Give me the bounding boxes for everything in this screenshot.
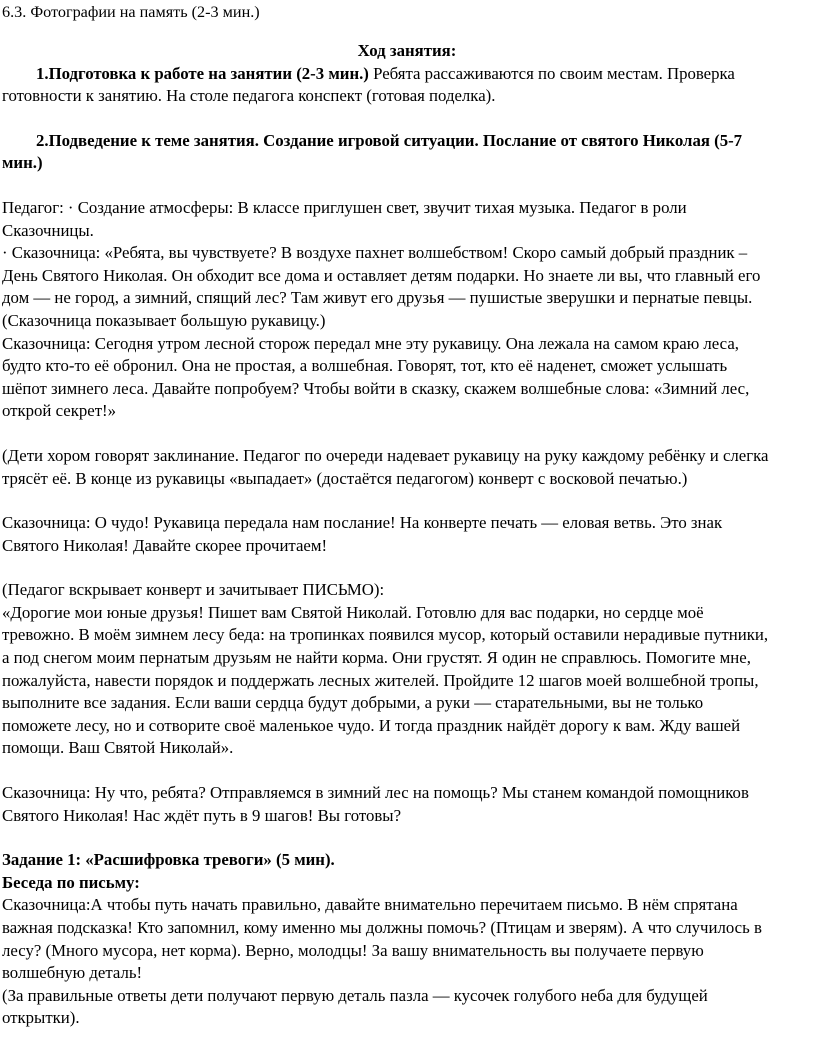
task1-line: открытки).: [2, 1008, 80, 1028]
paragraph-line: Святого Николая! Давайте скорее прочитаем!: [2, 535, 328, 555]
header-line: 6.3. Фотографии на память (2-3 мин.): [2, 3, 260, 21]
section-title: Ход занятия:: [357, 41, 457, 60]
spacer: [2, 175, 812, 197]
letter-line: тревожно. В моём зимнем лесу беда: на тропинках появился мусор, который оставили нерадивые путники,: [2, 625, 769, 645]
spacer: [2, 490, 812, 512]
paragraph-line: · Сказочница: «Ребята, вы чувствуете? В воздухе пахнет волшебством! Скоро самый добрый праздник –: [2, 243, 748, 263]
paragraph-line: шёпот зимнего леса. Давайте попробуем? Чтобы войти в сказку, скажем волшебные слова: «Зимний лес,: [2, 378, 750, 398]
step2-heading-line2: мин.): [2, 153, 43, 173]
paragraph-line: дом — не город, а зимний, спящий лес? Там живут его друзья — пушистые зверушки и пернатые певцы.: [2, 288, 753, 308]
document-body: [2, 40, 812, 1030]
paragraph-line: (Дети хором говорят заклинание. Педагог по очереди надевает рукавицу на руку каждому ребёнку и слегка: [2, 445, 769, 465]
letter-line: пожалуйста, навести порядок и поддержать лесных жителей. Пройдите 12 шагов моей волшебной тропы,: [2, 670, 759, 690]
paragraph-line: трясёт её. В конце из рукавицы «выпадает» (достаётся педагогом) конверт с восковой печатью.): [2, 468, 688, 488]
task1-subheading: Беседа по письму:: [2, 872, 140, 892]
paragraph-line: Сказочница: Сегодня утром лесной сторож передал мне эту рукавицу. Она лежала на самом краю леса,: [2, 333, 739, 353]
spacer: [2, 760, 812, 782]
task1-line: (За правильные ответы дети получают первую деталь пазла — кусочек голубого неба для будущей: [2, 985, 708, 1005]
task1-line: лесу? (Много мусора, нет корма). Верно, молодцы! За вашу внимательность вы получаете первую: [2, 940, 704, 960]
spacer: [2, 557, 812, 579]
task1-heading: Задание 1: «Расшифровка тревоги» (5 мин).: [2, 850, 335, 870]
step1-heading: 1.Подготовка к работе на занятии (2-3 мин.): [36, 63, 369, 83]
paragraph-line: будто кто-то её обронил. Она не простая, а волшебная. Говорят, тот, кто её наденет, сможет услышать: [2, 356, 728, 376]
spacer: [2, 108, 812, 130]
step2-heading-line1: 2.Подведение к теме занятия. Создание игровой ситуации. Послание от святого Николая (5-7: [36, 130, 743, 150]
letter-line: «Дорогие мои юные друзья! Пишет вам Святой Николай. Готовлю для вас подарки, но сердце моё: [2, 602, 704, 622]
task1-line: важная подсказка! Кто запомнил, кому именно мы должны помочь? (Птицам и зверям). А что случилось в: [2, 918, 762, 937]
task1-line: Сказочница:А чтобы путь начать правильно, давайте внимательно перечитаем письмо. В нём спрятана: [2, 895, 738, 915]
spacer: [2, 827, 812, 849]
paragraph-line: Сказочница: О чудо! Рукавица передала нам послание! На конверте печать — еловая ветвь. Это знак: [2, 513, 723, 533]
paragraph-line: (Педагог вскрывает конверт и зачитывает ПИСЬМО):: [2, 580, 385, 600]
step1-text-line2: готовности к занятию. На столе педагога конспект (готовая поделка).: [2, 86, 496, 106]
paragraph-line: Святого Николая! Нас ждёт путь в 9 шагов! Вы готовы?: [2, 805, 402, 825]
paragraph-line: Сказочница: Ну что, ребята? Отправляемся в зимний лес на помощь? Мы станем командой помощников: [2, 783, 749, 803]
paragraph-line: Сказочницы.: [2, 220, 94, 240]
letter-line: поможете лесу, но и сотворите своё маленькое чудо. И тогда праздник найдёт дорогу к вам. Жду вашей: [2, 715, 741, 735]
spacer: [2, 423, 812, 445]
paragraph-line: открой секрет!»: [2, 401, 117, 421]
letter-line: помощи. Ваш Святой Николай».: [2, 738, 234, 758]
letter-line: а под снегом моим пернатым друзьям не найти корма. Они грустят. Я один не справлюсь. Помогите мне,: [2, 648, 751, 668]
paragraph-line: День Святого Николая. Он обходит все дома и оставляет детям подарки. Но знаете ли вы, что главный его: [2, 265, 761, 285]
step1-text-line1: Ребята рассаживаются по своим местам. Проверка: [368, 63, 735, 83]
paragraph-line: Педагог: · Создание атмосферы: В классе приглушен свет, звучит тихая музыка. Педагог в роли: [2, 197, 687, 217]
letter-line: выполните все задания. Если ваши сердца будут добрыми, а руки — старательными, вы не только: [2, 693, 704, 713]
step1-paragraph: [2, 63, 812, 86]
paragraph-line: (Сказочница показывает большую рукавицу.): [2, 310, 326, 330]
task1-line: волшебную деталь!: [2, 963, 143, 983]
